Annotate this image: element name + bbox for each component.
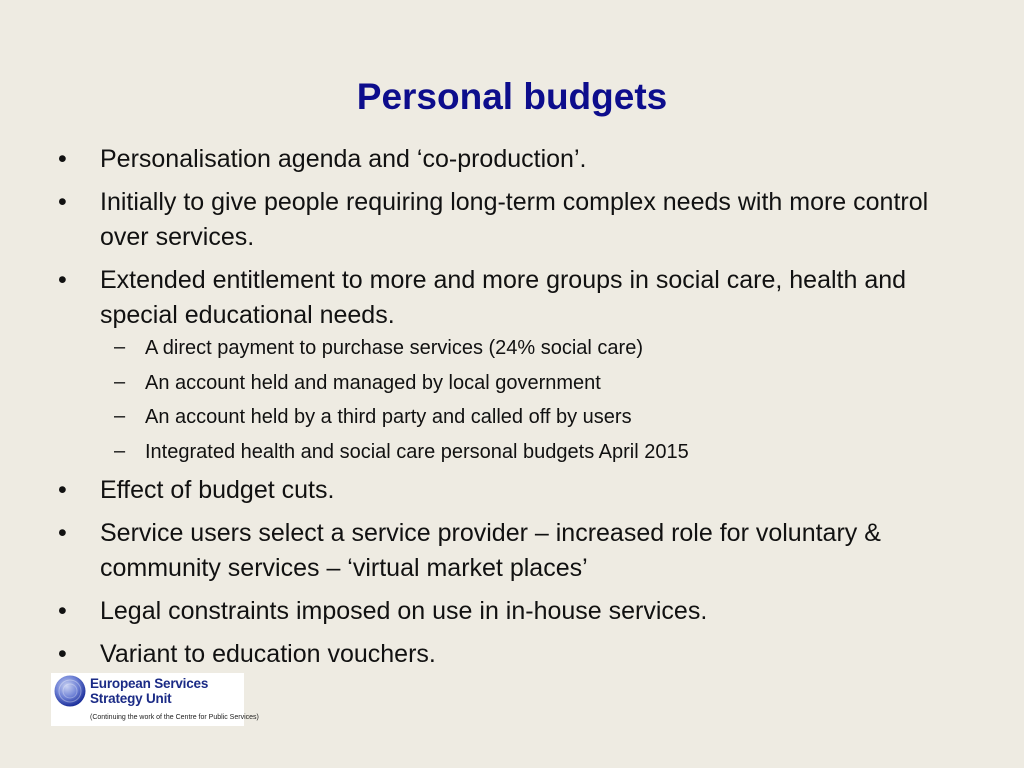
globe-icon	[54, 675, 86, 707]
bullet-item	[52, 516, 972, 586]
sub-bullet-item	[52, 335, 972, 361]
bullet-marker: •	[58, 266, 67, 294]
bullet-text: Variant to education vouchers.	[100, 640, 436, 668]
bullet-item	[52, 473, 972, 508]
bullet-marker: •	[58, 597, 67, 625]
sub-bullet-list	[100, 335, 972, 465]
bullet-marker: •	[58, 519, 67, 547]
bullet-marker: •	[58, 640, 67, 668]
bullet-item	[52, 637, 972, 672]
bullet-marker: •	[58, 188, 67, 216]
sub-bullet-text: An account held by a third party and called off by users	[145, 406, 632, 428]
sub-bullet-text: An account held and managed by local government	[145, 371, 601, 394]
bullet-text: Initially to give people requiring long-term complex needs with more control over services.	[100, 188, 929, 251]
slide-title: Personal budgets	[356, 76, 668, 117]
dash-marker: –	[114, 336, 126, 358]
logo-name: European Services Strategy Unit	[90, 676, 209, 706]
bullet-text: Extended entitlement to more and more groups in social care, health and special educational needs.	[100, 266, 907, 329]
sub-bullet-text: A direct payment to purchase services (24% social care)	[145, 337, 643, 359]
bullet-item	[52, 185, 972, 255]
dash-marker: –	[114, 439, 126, 462]
bullet-text: Personalisation agenda and ‘co-production’.	[100, 145, 587, 173]
sub-bullet-item	[52, 439, 972, 465]
slide-content	[52, 142, 972, 680]
dash-marker: –	[114, 370, 126, 393]
sub-bullet-text: Integrated health and social care personal budgets April 2015	[145, 440, 689, 463]
logo-tagline: (Continuing the work of the Centre for Public Services)	[90, 714, 259, 721]
bullet-list	[52, 142, 972, 672]
bullet-marker: •	[58, 476, 67, 504]
bullet-item	[52, 263, 972, 465]
essu-logo	[51, 673, 259, 726]
dash-marker: –	[114, 405, 126, 427]
bullet-text: Effect of budget cuts.	[100, 476, 335, 504]
bullet-text: Legal constraints imposed on use in in-house services.	[100, 597, 708, 625]
bullet-marker: •	[58, 145, 67, 173]
bullet-item	[52, 594, 972, 629]
sub-bullet-item	[52, 370, 972, 396]
sub-bullet-item	[52, 404, 972, 430]
bullet-text: Service users select a service provider – increased role for voluntary & community services – ‘virtual market places’	[100, 519, 881, 582]
bullet-item	[52, 142, 972, 177]
